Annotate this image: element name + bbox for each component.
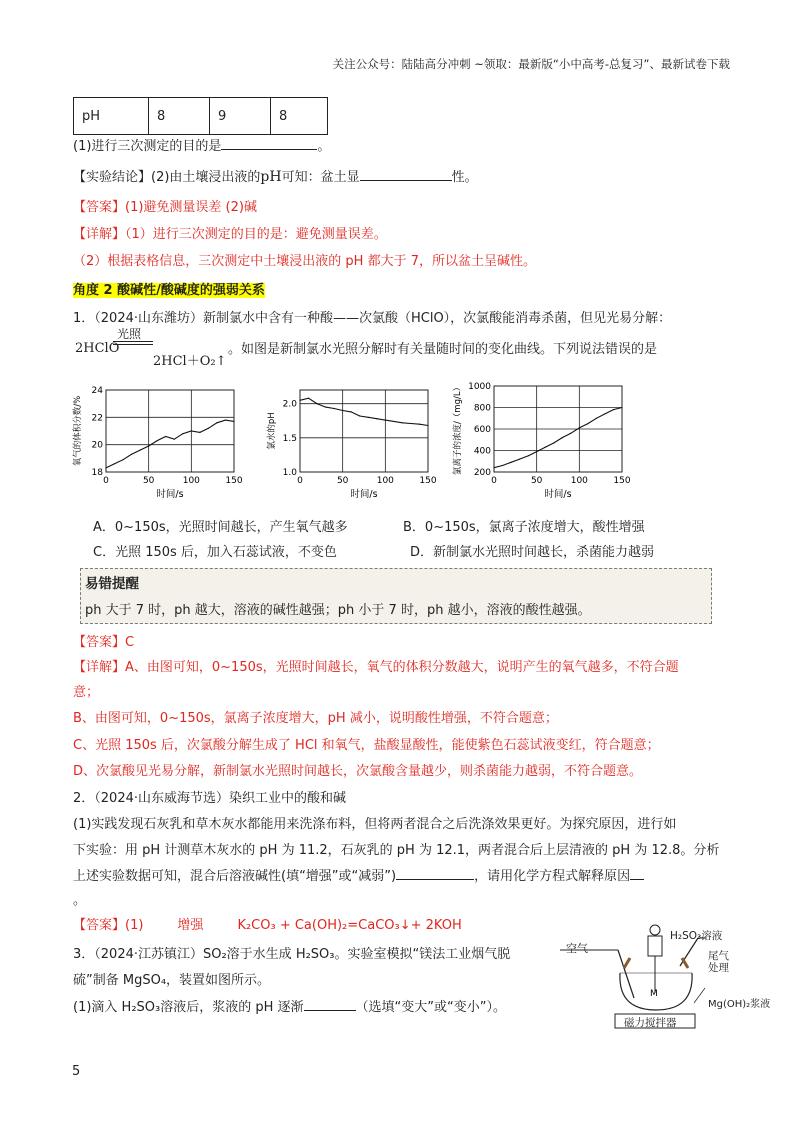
data-point	[596, 418, 597, 419]
y-tick-label: 600	[473, 425, 491, 435]
data-point	[148, 445, 149, 446]
answer-blank	[304, 998, 356, 1011]
data-point	[376, 418, 377, 419]
q2-detail: 意；	[73, 685, 100, 700]
y-tick-label: 20	[91, 440, 103, 451]
data-point	[621, 407, 622, 408]
decomposition-equation: 2HClO 光照 2HCl＋O₂↑	[75, 327, 227, 369]
x-tick-label: 0	[491, 476, 497, 486]
page-header: 关注公众号：陆陆高分冲刺 ~领取：最新版“小中高考-总复习”、最新试卷下载	[332, 57, 730, 71]
ph-table	[73, 97, 328, 135]
q2-detail: D、次氯酸见光易分解，新制氯水光照时间越长，次氯酸含量越少，则杀菌能力越弱，不符合题意。	[73, 764, 643, 779]
data-point	[325, 406, 326, 407]
data-point	[122, 459, 123, 460]
data-point	[131, 454, 132, 455]
data-point	[191, 430, 192, 431]
x-axis-label: 时间/s	[156, 489, 184, 500]
q3-line-end: 。	[73, 893, 87, 908]
data-point	[613, 409, 614, 410]
error-tip-body: ph 大于 7 时，ph 越大，溶液的碱性越强；ph 小于 7 时，ph 越小，溶液的酸性越强。	[85, 603, 591, 618]
y-tick-label: 2.0	[282, 399, 297, 410]
data-point	[359, 415, 360, 416]
q3-line: 上述实验数据可知，混合后溶液碱性(填“增强”或“减弱”) ，请用化学方程式解释原因	[73, 867, 644, 886]
data-point	[368, 417, 369, 418]
data-point	[299, 400, 300, 401]
data-point	[493, 467, 494, 468]
data-point	[157, 440, 158, 441]
x-tick-label: 50	[142, 476, 155, 486]
answer-blank	[396, 867, 474, 880]
x-tick-label: 150	[225, 476, 242, 486]
option-a: A．0~150s，光照时间越长，产生氧气越多	[93, 520, 348, 535]
data-point	[604, 413, 605, 414]
data-point	[225, 419, 226, 420]
error-tip-box	[80, 568, 712, 624]
plot-frame	[300, 390, 428, 472]
data-point	[419, 424, 420, 425]
label-exhaust: 处理	[708, 962, 729, 974]
data-point	[536, 451, 537, 452]
y-tick-label: 800	[473, 403, 491, 414]
data-point	[114, 463, 115, 464]
y-axis-label: 氯离子的浓度/（mg/L）	[453, 382, 463, 476]
data-point	[174, 439, 175, 440]
data-point	[570, 433, 571, 434]
q2-detail: B、由图可知，0~150s，氯离子浓度增大，pH 减小，说明酸性增强，不符合题意；	[73, 711, 558, 726]
q3-line: (1)实践发现石灰乳和草木灰水都能用来洗涤布料，但将两者混合之后洗涤效果更好。为探究原因，进行如	[73, 817, 677, 832]
q2-intro: 1．（2024·山东潍坊）新制氯水中含有一种酸——次氯酸（HClO），次氯酸能消毒杀菌，但见光易分解：	[73, 311, 672, 326]
option-b: B．0~150s，氯离子浓度增大，酸性增强	[403, 520, 645, 535]
data-point	[351, 411, 352, 412]
q4-title: 3．（2024·江苏镇江）SO₂溶于水生成 H₂SO₃。实验室模拟“镁法工业烟气脱	[73, 947, 511, 962]
y-tick-label: 200	[473, 468, 491, 478]
x-tick-label: 100	[570, 476, 588, 486]
section-title: 角度 2 酸碱性/酸碱度的强弱关系	[73, 283, 265, 298]
q2-detail: C、光照 150s 后，次氯酸分解生成了 HCl 和氧气，盐酸显酸性，能使紫色石蕊试液变红，符合题意；	[73, 738, 660, 753]
data-point	[308, 398, 309, 399]
q3-title: 2．（2024·山东威海节选）染织工业中的酸和碱	[73, 791, 346, 806]
y-axis-label: 氧气的体积分数/%	[73, 395, 83, 467]
data-point	[519, 459, 520, 460]
q4-line: (1)滴入 H₂SO₃溶液后，浆液的 pH 逐渐 （选填“变大”或“变小”）。	[73, 1000, 506, 1015]
x-tick-label: 100	[376, 476, 394, 486]
label-exhaust: 尾气	[708, 950, 729, 962]
q1-part1: (1)进行三次测定的目的是 。	[73, 139, 331, 154]
y-tick-label: 1.0	[282, 468, 297, 478]
answer-blank	[360, 168, 452, 181]
q1-detail-1: 【详解】（1）进行三次测定的目的是：避免测量误差。	[73, 227, 387, 242]
data-point	[562, 437, 563, 438]
data-point	[334, 408, 335, 409]
data-point	[208, 428, 209, 429]
data-point	[545, 447, 546, 448]
y-tick-label: 1000	[468, 382, 491, 392]
x-tick-label: 150	[613, 476, 630, 486]
q1-conclusion: 【实验结论】(2)由土壤浸出液的pH可知：盆土显 性。	[73, 169, 478, 185]
y-tick-label: 400	[473, 446, 491, 457]
label-stirrer: 磁力搅拌器	[624, 1017, 677, 1029]
x-axis-label: 时间/s	[350, 489, 378, 500]
answer-blank	[630, 867, 644, 880]
label-slurry: Mg(OH)₂浆液	[708, 999, 771, 1010]
q2-after-equation: 。如图是新制氯水光照分解时有关量随时间的变化曲线。下列说法错误的是	[228, 342, 658, 357]
x-tick-label: 0	[103, 476, 109, 486]
data-point	[528, 455, 529, 456]
apparatus-diagram	[560, 918, 771, 1036]
data-point	[553, 442, 554, 443]
option-c: C．光照 150s 后，加入石蕊试液，不变色	[93, 545, 337, 560]
ph-table-label: pH	[74, 98, 149, 135]
x-tick-label: 150	[419, 476, 436, 486]
q2-answer: 【答案】C	[73, 635, 135, 650]
q2-detail: 【详解】A、由图可知，0~150s，光照时间越长，氧气的体积分数越大，说明产生的氧气越多，不符合题	[73, 660, 679, 675]
data-point	[502, 465, 503, 466]
series-line	[494, 408, 622, 468]
x-tick-label: 0	[297, 476, 303, 486]
data-point	[579, 427, 580, 428]
series-line	[106, 420, 234, 468]
dropping-funnel	[648, 936, 662, 956]
page-number: 5	[72, 1064, 81, 1079]
y-tick-label: 24	[91, 386, 103, 396]
x-axis-label: 时间/s	[544, 489, 572, 500]
data-point	[402, 422, 403, 423]
series-line	[300, 398, 428, 425]
q4-line: 硫”制备 MgSO₄，装置如图所示。	[73, 973, 271, 988]
error-tip-title: 易错提醒	[85, 576, 139, 592]
chart-oxygen	[70, 378, 242, 504]
q3-line: 下实验：用 pH 计测草木灰水的 pH 为 11.2，石灰乳的 pH 为 12.1，两者混合后上层清液的 pH 为 12.8。分析	[73, 843, 720, 858]
y-tick-label: 22	[91, 413, 103, 424]
label-h2so3: H₂SO₃溶液	[670, 930, 723, 942]
ph-table-cell: 9	[210, 98, 271, 135]
y-axis-label: 氯水的pH	[267, 412, 277, 450]
chart-ph	[264, 378, 436, 504]
data-point	[393, 421, 394, 422]
data-point	[216, 422, 217, 423]
data-point	[427, 425, 428, 426]
data-point	[182, 433, 183, 434]
q3-answer: 【答案】(1) 增强 K₂CO₃ + Ca(OH)₂=CaCO₃↓+ 2KOH	[73, 918, 462, 933]
data-point	[233, 421, 234, 422]
data-point	[510, 462, 511, 463]
data-point	[587, 423, 588, 424]
plot-frame	[106, 390, 234, 472]
y-tick-label: 1.5	[282, 433, 297, 444]
ph-table-cell: 8	[149, 98, 210, 135]
option-d: D．新制氯水光照时间越长，杀菌能力越弱	[410, 545, 655, 560]
y-tick-label: 18	[91, 468, 103, 478]
data-point	[342, 410, 343, 411]
x-tick-label: 50	[530, 476, 543, 486]
q1-answer: 【答案】(1)避免测量误差 (2)碱	[73, 200, 257, 215]
x-tick-label: 50	[336, 476, 349, 486]
data-point	[105, 467, 106, 468]
data-point	[199, 432, 200, 433]
ph-table-cell: 8	[271, 98, 328, 135]
data-point	[165, 436, 166, 437]
label-m	[646, 990, 655, 1001]
data-point	[140, 450, 141, 451]
svg-text:M: M	[650, 989, 658, 999]
q1-detail-2: （2）根据表格信息，三次测定中土壤浸出液的 pH 都大于 7，所以盆土呈碱性。	[73, 254, 536, 269]
data-point	[385, 419, 386, 420]
data-point	[316, 403, 317, 404]
data-point	[410, 423, 411, 424]
x-tick-label: 100	[182, 476, 200, 486]
answer-blank	[221, 137, 317, 150]
label-air: 空气	[566, 942, 588, 955]
chart-chloride	[450, 378, 630, 504]
